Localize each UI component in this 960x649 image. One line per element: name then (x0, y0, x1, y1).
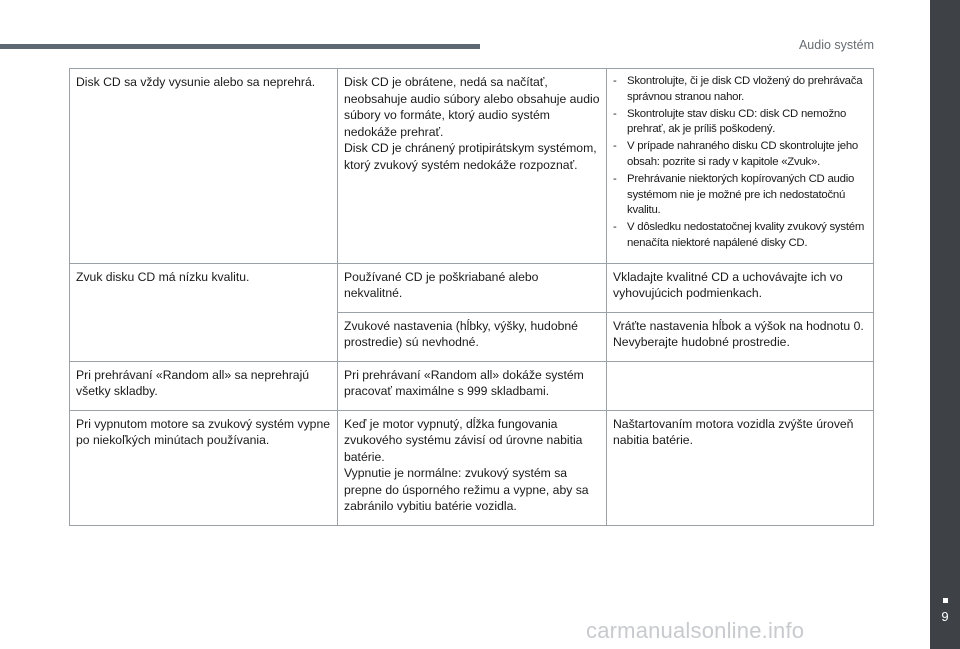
solution-cell (607, 69, 874, 264)
solution-cell: Naštartovaním motora vozidla zvýšte úroveň nabitia batérie. (607, 410, 874, 525)
header-accent-bar (0, 44, 480, 49)
solution-cell: Vkladajte kvalitné CD a uchovávajte ich vo vyhovujúcich podmienkach. (607, 263, 874, 312)
cause-cell: Keď je motor vypnutý, dĺžka fungovania zvukového systému závisí od úrovne nabitia batérie. Vypnutie je normálne: zvukový systém sa prepne do úsporného režimu a vypne, aby sa zabránilo vybitiu batérie vozidla. (338, 410, 607, 525)
list-item: - Prehrávanie niektorých kopírovaných CD audio systémom nie je možné pre ich nedostatočnú kvalitu. (613, 172, 855, 217)
page-number-block (930, 598, 960, 624)
list-item: - Skontrolujte stav disku CD: disk CD nemožno prehrať, ak je príliš poškodený. (613, 107, 847, 136)
cause-cell: Zvukové nastavenia (hĺbky, výšky, hudobné prostredie) sú nevhodné. (338, 312, 607, 361)
symptom-cell: Disk CD sa vždy vysunie alebo sa neprehrá. (70, 69, 338, 264)
cause-cell: Pri prehrávaní «Random all» dokáže systém pracovať maximálne s 999 skladbami. (338, 361, 607, 410)
table-row (70, 263, 874, 312)
watermark: carmanualsonline.info (586, 618, 805, 643)
table-row (70, 410, 874, 525)
cause-cell: Používané CD je poškriabané alebo nekvalitné. (338, 263, 607, 312)
solution-cell (607, 361, 874, 410)
list-item: - Skontrolujte, či je disk CD vložený do prehrávača správnou stranou nahor. (613, 75, 863, 103)
cause-cell (338, 69, 607, 264)
solution-list (613, 74, 867, 252)
page-marker (943, 598, 948, 603)
symptom-cell: Pri prehrávaní «Random all» sa neprehrajú všetky skladby. (70, 361, 338, 410)
solution-cell: Vráťte nastavenia hĺbok a výšok na hodnotu 0. Nevyberajte hudobné prostredie. (607, 312, 874, 361)
list-item: - V dôsledku nedostatočnej kvality zvukový systém nenačíta niektoré napálené disky CD. (613, 221, 865, 249)
troubleshooting-table (69, 68, 874, 526)
table-row (70, 361, 874, 410)
section-title: Audio systém (798, 38, 874, 52)
list-item: - V prípade nahraného disku CD skontrolujte jeho obsah: pozrite si rady v kapitole «Zvuk». (613, 140, 859, 168)
chapter-sidebar (930, 0, 960, 649)
page-number: 9 (941, 609, 949, 624)
symptom-cell: Pri vypnutom motore sa zvukový systém vypne po niekoľkých minútach používania. (70, 410, 338, 525)
table-row (70, 69, 874, 264)
symptom-cell: Zvuk disku CD má nízku kvalitu. (70, 263, 338, 361)
cause-text: Disk CD je obrátene, nedá sa načítať, neobsahuje audio súbory alebo obsahuje audio súbory vo formáte, ktorý audio systém nedokáže prehrať. Disk CD je chránený protipirátskym systémom, ktorý zvukový systém nedokáže rozpoznať. (344, 75, 600, 172)
